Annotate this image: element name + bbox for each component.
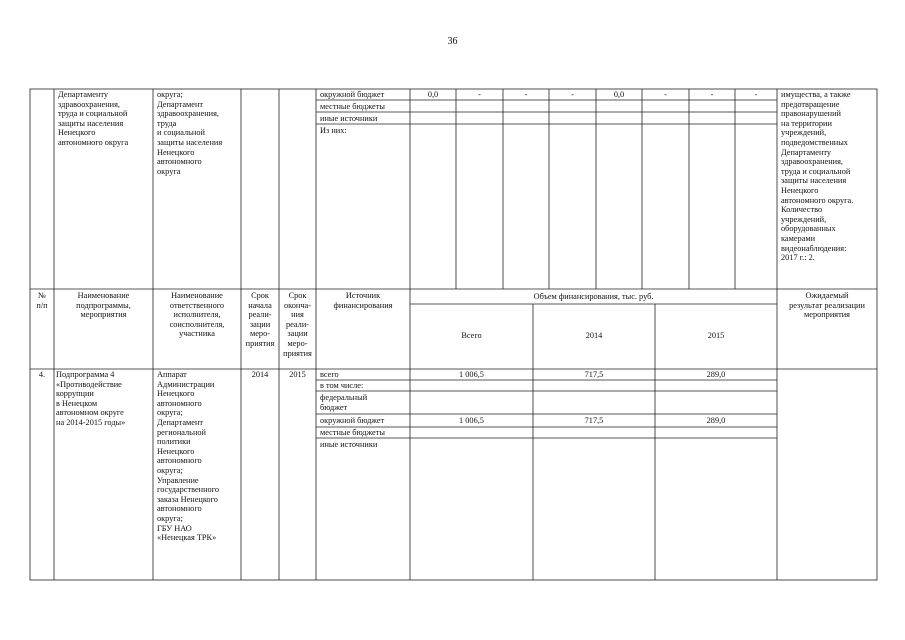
year-2014-all-value: 717,5 [584,370,604,379]
source-okrug: окружной бюджет [320,416,385,425]
source-local: местные бюджеты [320,428,385,437]
header-start: Срок начала реали- зации меро- приятия [245,291,275,348]
year-2014-okrug-value: 717,5 [584,416,604,425]
total-all-value: 1 006,5 [459,370,484,379]
okrug-value: 0,0 [427,90,439,99]
row-end: 2015 [289,370,306,379]
header-year-2015: 2015 [707,331,725,340]
source-including: в том числе: [320,381,364,390]
year-2015-okrug-value: 289,0 [706,416,726,425]
header-name: Наименование подпрограммы, мероприятия [76,291,131,320]
total-okrug-value: 1 006,5 [459,416,484,425]
row-start: 2014 [251,370,269,379]
okrug-value: - [710,90,714,99]
source-of-which: Из них: [320,126,347,135]
executor-continuation: округа; Департамент здравоохранения, труда и социальной защиты населения Ненецкого автономного округа [157,90,223,176]
okrug-value: - [754,90,758,99]
row-num: 4. [38,370,46,379]
header-total: Всего [461,331,482,340]
header-executor: Наименование ответственного исполнителя, соисполнителя, участника [169,291,225,339]
row-executor: Аппарат Администрации Ненецкого автономного округа; Департамент региональной политики Ненецкого автономного округа; Управление государственного заказа Ненецкого автономного округа; ГБУ НАО «Ненецкая ТРК» [157,370,220,543]
page-number: 36 [447,36,458,47]
responsible-continuation: Департаменту здравоохранения, труда и социальной защиты населения Ненецкого автономного округа [58,90,129,147]
header-num: № п/п [36,291,48,310]
okrug-value: - [524,90,528,99]
okrug-value: 0,0 [613,90,625,99]
source-local: местные бюджеты [320,102,385,111]
subprogram-name: Подпрограмма 4 «Противодействие коррупции в Ненецком автономном округе на 2014-2015 годы» [56,370,126,427]
source-total: всего [320,370,339,379]
header-year-2014: 2014 [585,331,603,340]
header-source: Источник финансирования [333,291,393,310]
okrug-value: - [664,90,667,99]
source-okrug: окружной бюджет [320,90,385,99]
source-other: иные источники [320,114,378,123]
okrug-value: - [571,90,574,99]
source-other: иные источники [320,440,378,449]
header-end: Срок оконча- ния реали- зации меро- приятия [283,291,312,358]
header-result: Ожидаемый результат реализации мероприятия [789,291,865,320]
result-continuation: имущества, а также предотвращение правонарушений на территории учреждений, подведомственных Департаменту здравоохранения, труда и социальной защиты населения Ненецкого автономного округа. Количество учреждений, оборудованных камерами видеонаблюдения: 2017 г.: 2. [781,90,854,263]
year-2015-all-value: 289,0 [706,370,726,379]
header-funding: Объем финансирования, тыс. руб. [533,292,654,301]
source-federal: федеральный бюджет [320,393,368,412]
okrug-value: - [478,90,481,99]
